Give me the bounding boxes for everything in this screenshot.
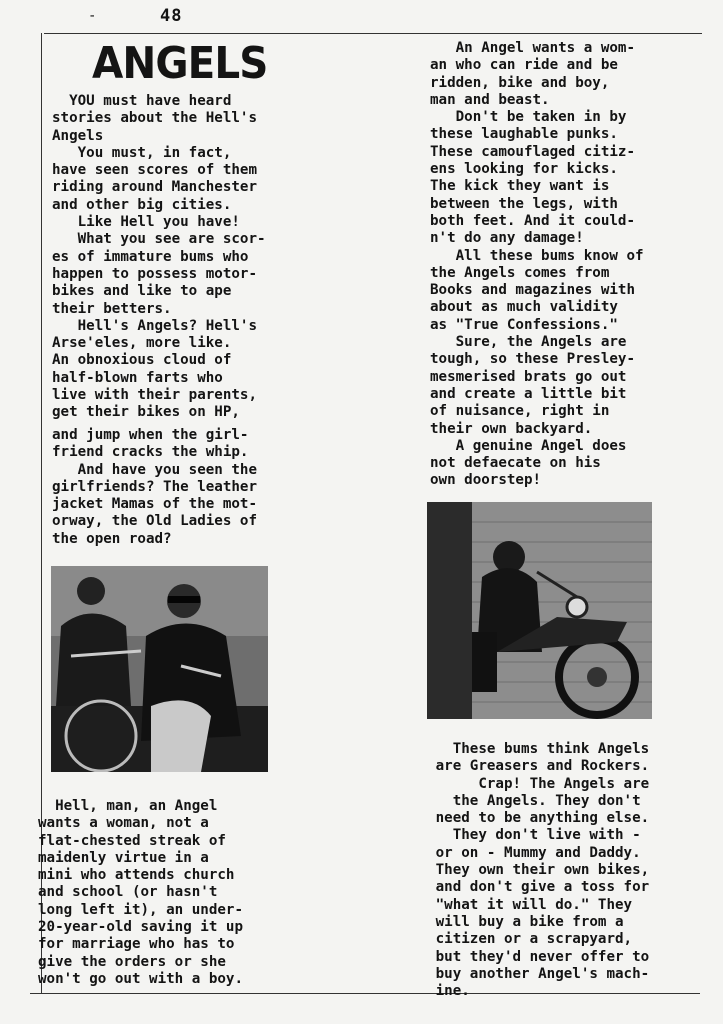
- photo-bikers-pair: [51, 566, 268, 772]
- page-number: 48: [160, 6, 183, 26]
- column1-text-bottom: Hell, man, an Angel wants a woman, not a flat-chested streak of maidenly virtue in a mini who attends church and school (or hasn't long left it), an under- 20-year-old saving it up for marriage who has to give the orders or she won't go out with a boy.: [38, 798, 243, 987]
- photo-biker-on-motorcycle: [427, 502, 652, 719]
- page-dash: -: [88, 8, 97, 24]
- column2-text-bottom: These bums think Angels are Greasers and Rockers. Crap! The Angels are the Angels. They don't need to be anything else. They don't live with - or on - Mummy and Daddy. They own their own bikes, and don't give a toss for "what it will do." They will buy a bike from a citizen or a scrapyard, but they'd never offer to buy another Angel's mach- ine.: [435, 741, 650, 1000]
- column1-text-middle: and jump when the girl- friend cracks the whip. And have you seen the girlfriends? The leather jacket Mamas of the mot- orway, the Old Ladies of the open road?: [52, 427, 257, 547]
- column2-text-top: An Angel wants a wom- an who can ride and be ridden, bike and boy, man and beast. Don't be taken in by these laughable punks. These camouflaged citiz- ens looking for kicks. The kick they want is between the legs, with both feet. And it could- n't do any damage! All these bums know of the Angels comes from Books and magazines with about as much validity as "True Confessions." Sure, the Angels are tough, so these Presley- mesmerised brats go out and create a little bit of nuisance, right in their own backyard. A genuine Angel does not defaecate on his own doorstep!: [430, 40, 644, 489]
- column1-text-top: YOU must have heard stories about the Hell's Angels You must, in fact, have seen scores of them riding around Manchester and other big cities. Like Hell you have! What you see are scor- es of immature bums who happen to possess motor- bikes and like to ape their betters. Hell's Angels? Hell's Arse'eles, more like. An obnoxious cloud of half-blown farts who live with their parents, get their bikes on HP,: [52, 93, 266, 421]
- article-headline: ANGELS: [92, 38, 268, 89]
- frame-top-rule: [44, 33, 702, 34]
